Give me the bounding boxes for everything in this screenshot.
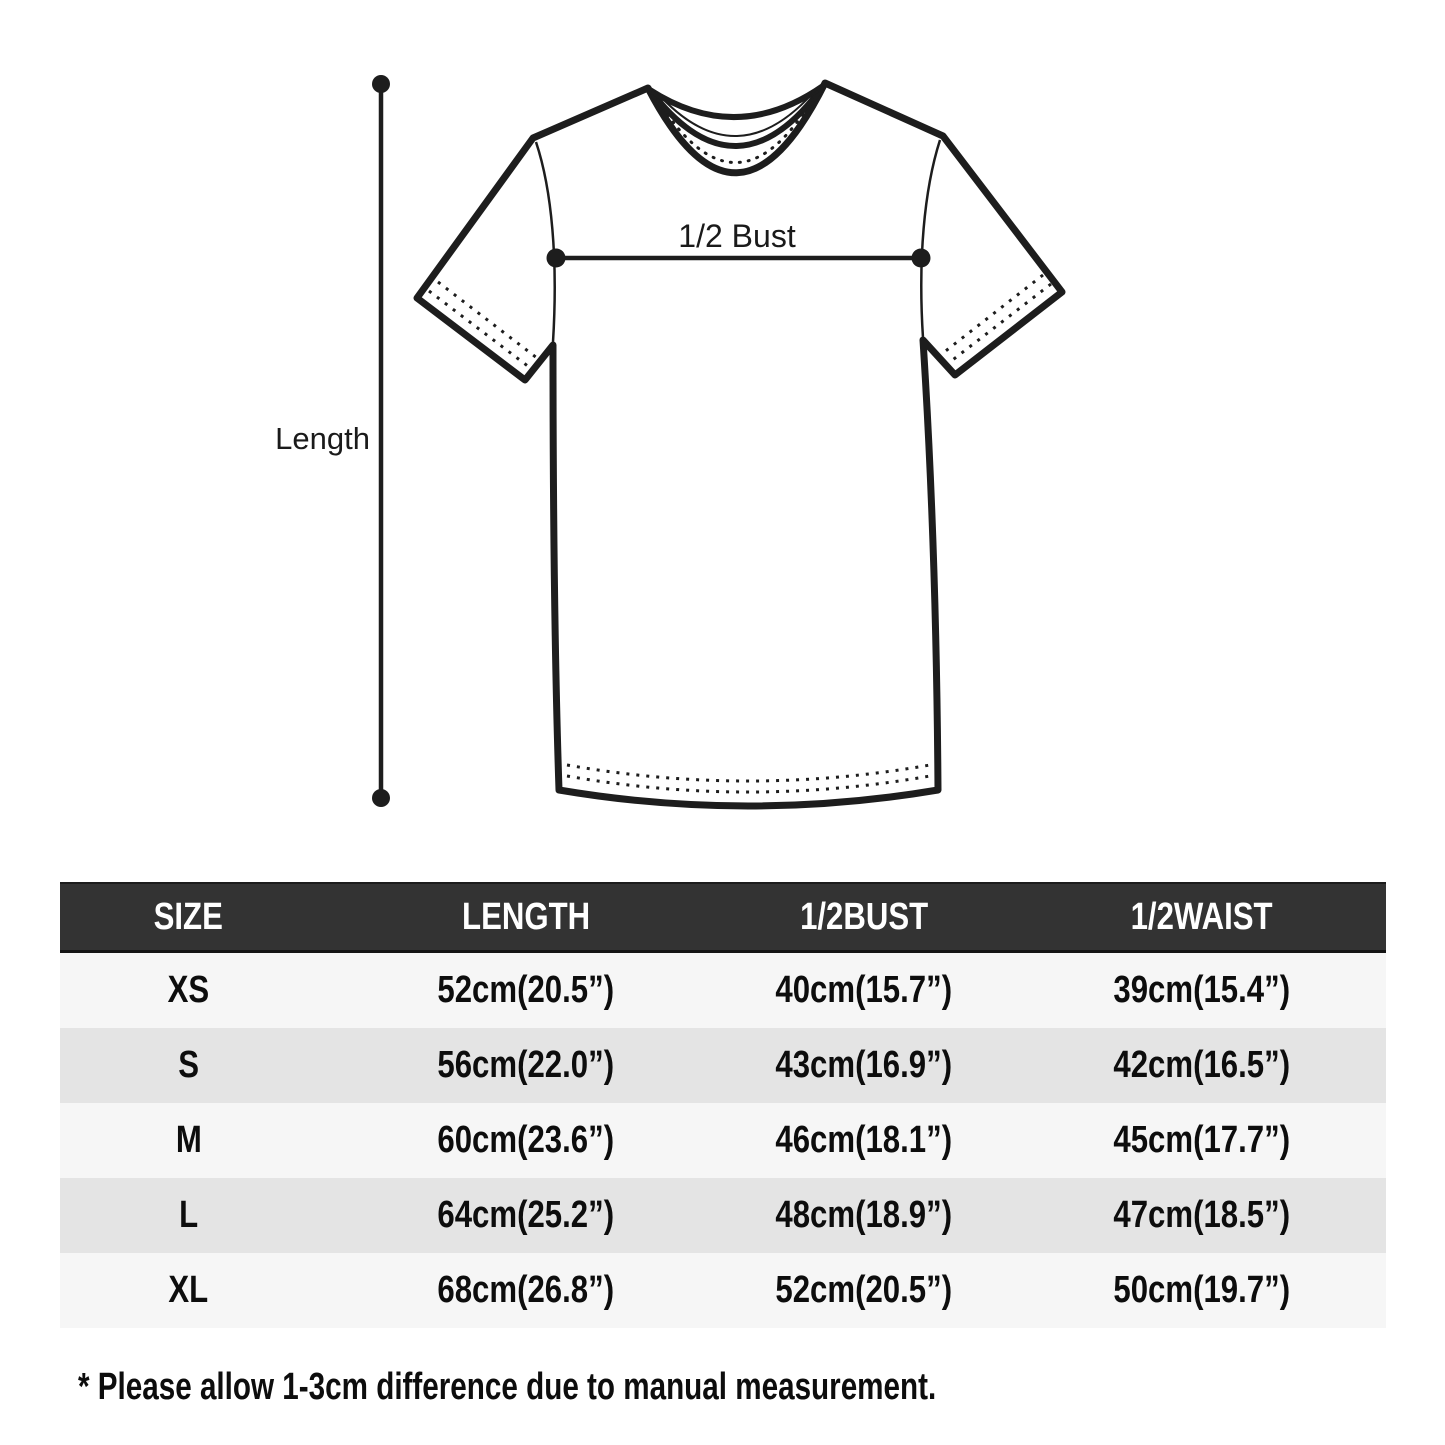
bust-line-right-dot [912,249,931,268]
length-line-bottom-dot [372,789,390,807]
cell-size: M [175,1119,202,1161]
cell-waist: 50cm(19.7”) [1113,1269,1291,1311]
cell-bust: 52cm(20.5”) [775,1269,953,1311]
cell-size: L [178,1194,199,1236]
size-table [60,882,1386,1328]
table-row-s [60,1028,1386,1103]
cell-waist: 47cm(18.5”) [1113,1194,1291,1236]
cell-bust: 43cm(16.9”) [775,1044,953,1086]
header-length [357,884,695,950]
header-size-label: SIZE [153,895,224,938]
table-row-l [60,1178,1386,1253]
length-label: Length [275,421,370,456]
table-row-xl [60,1253,1386,1328]
cell-length: 56cm(22.0”) [437,1044,615,1086]
length-line-top-dot [372,75,390,93]
cell-length: 60cm(23.6”) [437,1119,615,1161]
cell-waist: 39cm(15.4”) [1113,969,1291,1011]
cell-size: XS [167,969,210,1011]
measurement-disclaimer [78,1366,1178,1409]
tshirt-outline [417,83,1062,806]
cell-waist: 45cm(17.7”) [1113,1119,1291,1161]
table-header-row [60,882,1386,953]
header-waist-label: 1/2WAIST [1131,895,1273,938]
header-waist [1033,884,1386,950]
bust-label: 1/2 Bust [678,218,796,254]
cell-waist: 42cm(16.5”) [1113,1044,1291,1086]
header-size [60,884,357,950]
cell-bust: 40cm(15.7”) [775,969,953,1011]
cell-bust: 46cm(18.1”) [775,1119,953,1161]
header-length-label: LENGTH [461,895,591,938]
cell-size: XL [168,1269,209,1311]
cell-length: 52cm(20.5”) [437,969,615,1011]
header-bust [695,884,1033,950]
cell-bust: 48cm(18.9”) [775,1194,953,1236]
table-row-m [60,1103,1386,1178]
measurement-disclaimer-text: * Please allow 1-3cm difference due to manual measurement. [78,1366,937,1408]
cell-size: S [178,1044,199,1086]
bust-line-left-dot [547,249,566,268]
table-row-xs [60,953,1386,1028]
cell-length: 64cm(25.2”) [437,1194,615,1236]
cell-length: 68cm(26.8”) [437,1269,615,1311]
header-bust-label: 1/2BUST [799,895,929,938]
